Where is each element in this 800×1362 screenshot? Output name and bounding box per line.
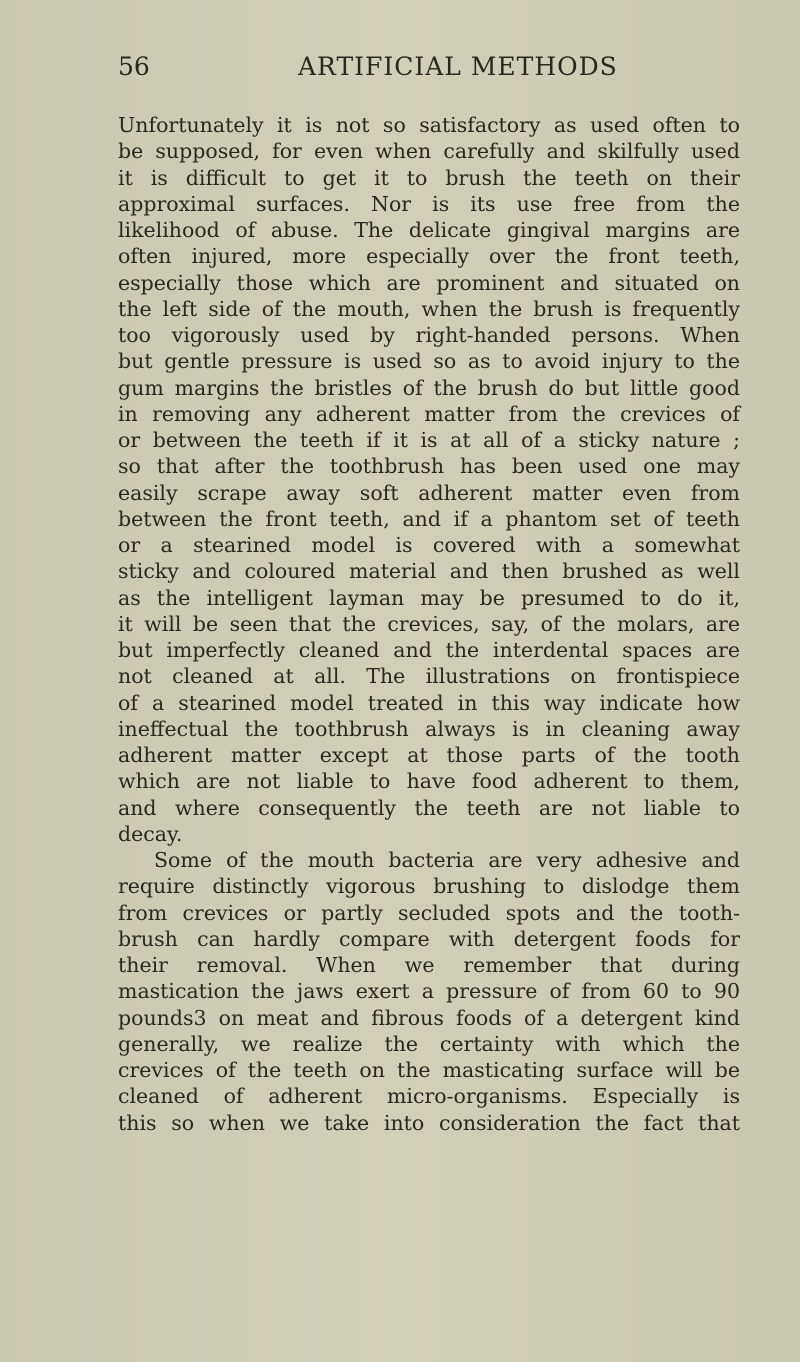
running-head: ARTIFICIAL METHODS — [298, 52, 618, 81]
text-line: cleaned of adherent micro-organisms. Especially is — [118, 1084, 740, 1109]
text-line: gum margins the bristles of the brush do but little good — [118, 375, 740, 400]
text-line: between the front teeth, and if a phantom set of teeth — [118, 506, 740, 531]
text-line: it will be seen that the crevices, say, of the molars, are — [118, 611, 740, 636]
text-line: as the intelligent layman may be presumed to do it, — [118, 585, 740, 610]
paragraph-1 — [118, 112, 740, 847]
text-line: easily scrape away soft adherent matter even from — [118, 480, 740, 505]
text-line: and where consequently the teeth are not liable to — [118, 795, 740, 820]
text-line: adherent matter except at those parts of the tooth — [118, 743, 740, 767]
text-line: this so when we take into consideration the fact that — [118, 1110, 740, 1135]
text-line: often injured, more especially over the front teeth, — [118, 244, 740, 269]
text-line: brush can hardly compare with detergent foods for — [118, 926, 740, 951]
paragraph-2 — [118, 847, 740, 1136]
text-line: from crevices or partly secluded spots and the tooth- — [118, 900, 740, 925]
text-line: likelihood of abuse. The delicate gingival margins are — [118, 218, 740, 242]
text-line: or a stearined model is covered with a somewhat — [118, 533, 740, 557]
text-line: decay. — [118, 821, 183, 846]
page-number: 56 — [118, 52, 150, 81]
text-line: Unfortunately it is not so satisfactory as used often to — [118, 113, 740, 137]
text-line: crevices of the teeth on the masticating surface will be — [118, 1058, 740, 1082]
text-line: in removing any adherent matter from the crevices of — [118, 401, 740, 426]
text-line: or between the teeth if it is at all of a sticky nature ; — [118, 428, 740, 452]
text-line: mastication the jaws exert a pressure of from 60 to 90 — [118, 979, 740, 1004]
text-line: not cleaned at all. The illustrations on frontispiece — [118, 664, 740, 689]
text-line: too vigorously used by right-handed persons. When — [118, 323, 740, 347]
text-line: their removal. When we remember that during — [118, 953, 740, 977]
text-line: generally, we realize the certainty with which the — [118, 1031, 740, 1056]
text-line: but gentle pressure is used so as to avoid injury to the — [118, 349, 740, 374]
text-line: but imperfectly cleaned and the interdental spaces are — [118, 638, 740, 662]
text-line: sticky and coloured material and then brushed as well — [118, 559, 740, 584]
body-text — [118, 112, 740, 1136]
text-line: approximal surfaces. Nor is its use free from the — [118, 191, 740, 216]
text-line: be supposed, for even when carefully and skilfully used — [118, 139, 740, 164]
text-line: so that after the toothbrush has been used one may — [118, 454, 740, 479]
text-line: ineffectual the toothbrush always is in cleaning away — [118, 716, 740, 741]
text-line: especially those which are prominent and situated on — [118, 270, 740, 295]
page-header — [118, 52, 728, 92]
text-line: Some of the mouth bacteria are very adhesive and — [154, 848, 740, 872]
text-line: the left side of the mouth, when the brush is frequently — [118, 296, 740, 321]
text-line: of a stearined model treated in this way indicate how — [118, 690, 740, 715]
text-line: it is difficult to get it to brush the teeth on their — [118, 165, 740, 190]
text-line: which are not liable to have food adherent to them, — [118, 769, 740, 794]
text-line: require distinctly vigorous brushing to dislodge them — [118, 874, 740, 899]
text-line: pounds3 on meat and fibrous foods of a detergent kind — [118, 1005, 740, 1030]
